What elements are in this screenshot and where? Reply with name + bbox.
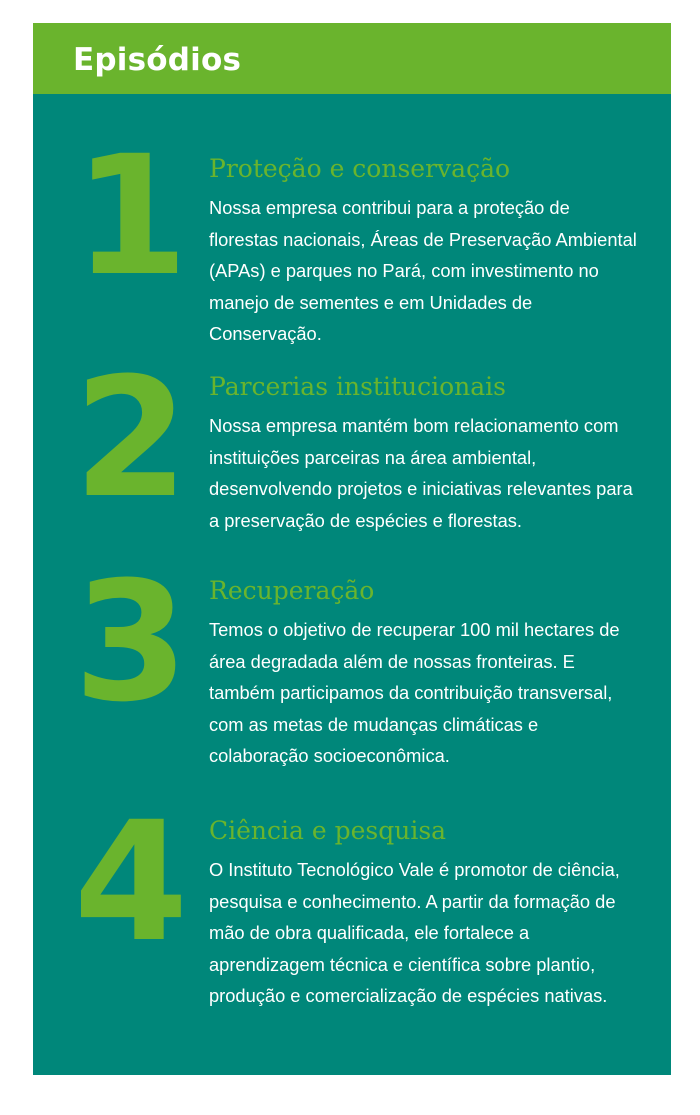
episode-title: Recuperação	[209, 576, 375, 605]
episode-number: 3	[73, 546, 189, 738]
episode-description: O Instituto Tecnológico Vale é promotor de ciência, pesquisa e conhecimento. A partir da formação de mão de obra qualificada, ele fortalece a aprendizagem técnica e científica sobre plantio, produção e comercialização de espécies nativas.	[209, 859, 620, 1006]
episodes-card	[33, 23, 671, 1075]
episode-number: 1	[73, 120, 189, 312]
episode-title: Proteção e conservação	[209, 154, 511, 183]
episode-number: 2	[73, 342, 189, 534]
episode-description: Nossa empresa contribui para a proteção de florestas nacionais, Áreas de Preservação Ambiental (APAs) e parques no Pará, com investimento no manejo de sementes e em Unidades de Conservação.	[209, 197, 637, 344]
header-bar	[33, 23, 671, 94]
page-title: Episódios	[73, 42, 242, 78]
episode-title: Ciência e pesquisa	[209, 816, 447, 845]
episode-description: Nossa empresa mantém bom relacionamento com instituições parceiras na área ambiental, desenvolvendo projetos e iniciativas relevantes para a preservação de espécies e florestas.	[209, 415, 633, 531]
episode-title: Parcerias institucionais	[209, 372, 506, 401]
episode-description: Temos o objetivo de recuperar 100 mil hectares de área degradada além de nossas fronteiras. E também participamos da contribuição transversal, com as metas de mudanças climáticas e colaboração socioeconômica.	[209, 619, 620, 766]
episode-number: 4	[73, 786, 189, 978]
